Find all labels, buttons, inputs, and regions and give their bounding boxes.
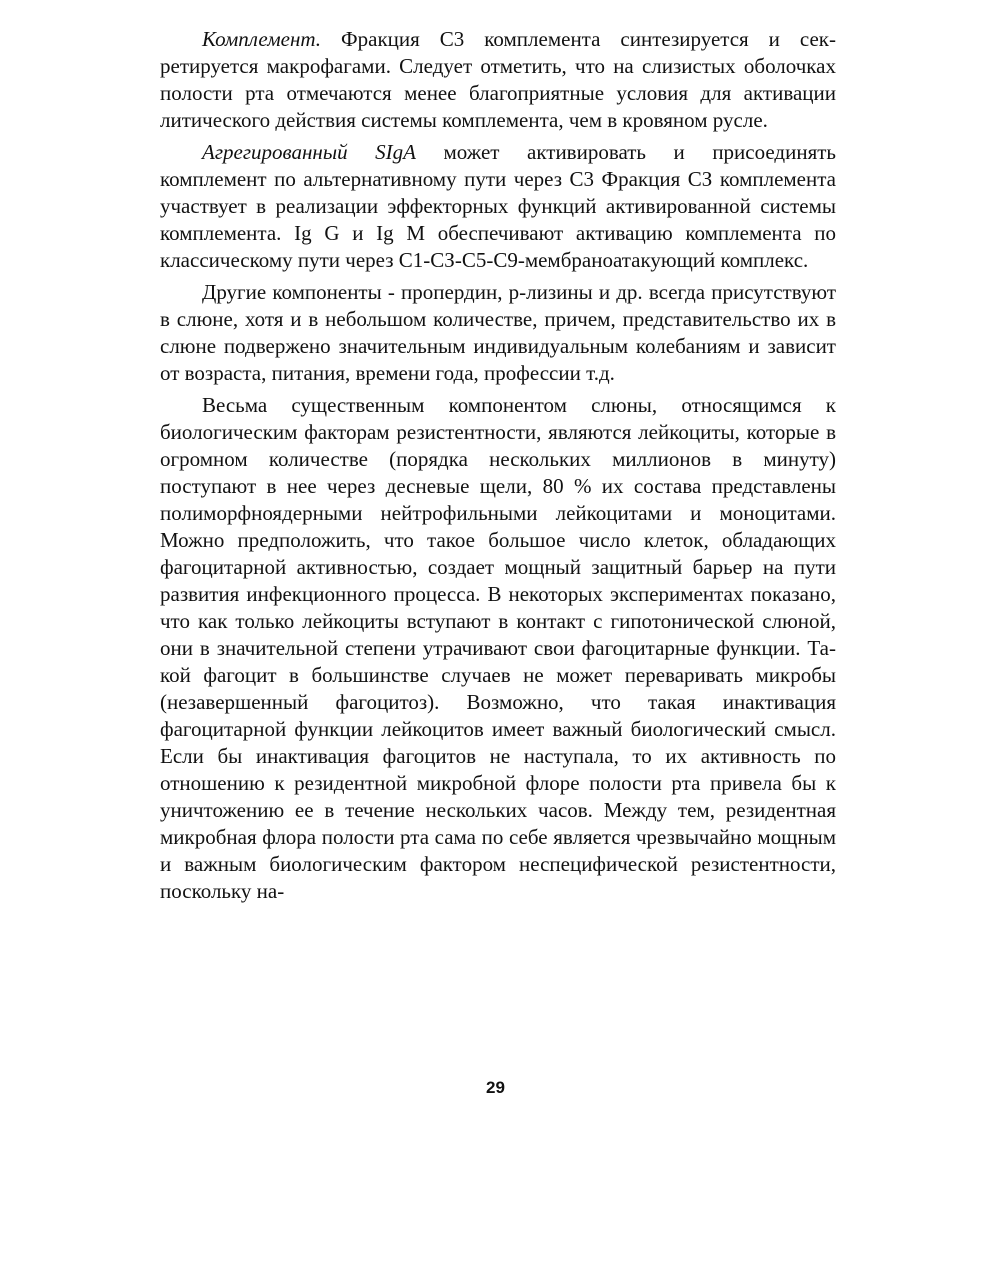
- paragraph-lead-italic: Агрегированный SIgA: [202, 140, 416, 164]
- paragraph-text: Другие компоненты - пропердин, р-лизины и др. всегда присутствуют в слюне, хотя и в небольшом количестве, причем, представительство их в слюне подвержено значительным индивидуальным колебаниям и зависит от возраста, питания, времени года, профессии т.д.: [160, 280, 836, 385]
- paragraph-other-components: [160, 279, 836, 387]
- paragraph-aggregated-siga: [160, 139, 836, 274]
- paragraph-leukocytes: [160, 392, 836, 905]
- paragraph-lead-italic: Комплемент.: [202, 27, 322, 51]
- paragraph-text: может активировать и присоединять комплемент по альтернативному пути через С3 Фракция СЗ комплемента участвует в реализации эффекторных функций активированной системы комплемента. Ig G и Ig M обеспечивают активацию комплемента по классическому пути через С1-СЗ-С5-С9-мембраноатакующий комплекс.: [160, 140, 836, 272]
- paragraph-text: Фракция С3 комплемента синтезируется и секретируется макрофагами. Следует отметить, что на слизистых оболочках полости рта отмечаются менее благоприятные условия для активации литического действия системы комплемента, чем в кровяном русле.: [160, 27, 836, 132]
- paragraph-complement: [160, 26, 836, 134]
- page-body: [160, 26, 836, 910]
- paragraph-text: Весьма существенным компонентом слюны, относящимся к биологическим факторам резистентности, являются лейкоциты, которые в огромном количестве (порядка нескольких миллионов в минуту) поступают в нее через десневые щели, 80 % их состава представлены полиморфноядерными нейтрофильными лейкоцитами и моноцитами. Можно предположить, что такое большое число клеток, обладающих фагоцитарной активностью, создает мощный защитный барьер на пути развития инфекционного процесса. В некоторых экспериментах показано, что как только лейкоциты вступают в контакт с гипотонической слюной, они в значительной степени утрачивают свои фагоцитарные функции. Такой фагоцит в большинстве случаев не может переваривать микробы (незавершенный фагоцитоз). Возможно, что такая инактивация фагоцитарной функции лейкоцитов имеет важный биологический смысл. Если бы инактивация фагоцитов не наступала, то их активность по отношению к резидентной микробной флоре полости рта привела бы к уничтожению ее в течение нескольких часов. Между тем, резидентная микробная флора полости рта сама по себе является чрезвычайно мощным и важным биологическим фактором неспецифической резистентности, поскольку на-: [160, 393, 836, 903]
- page-number: 29: [486, 1078, 505, 1097]
